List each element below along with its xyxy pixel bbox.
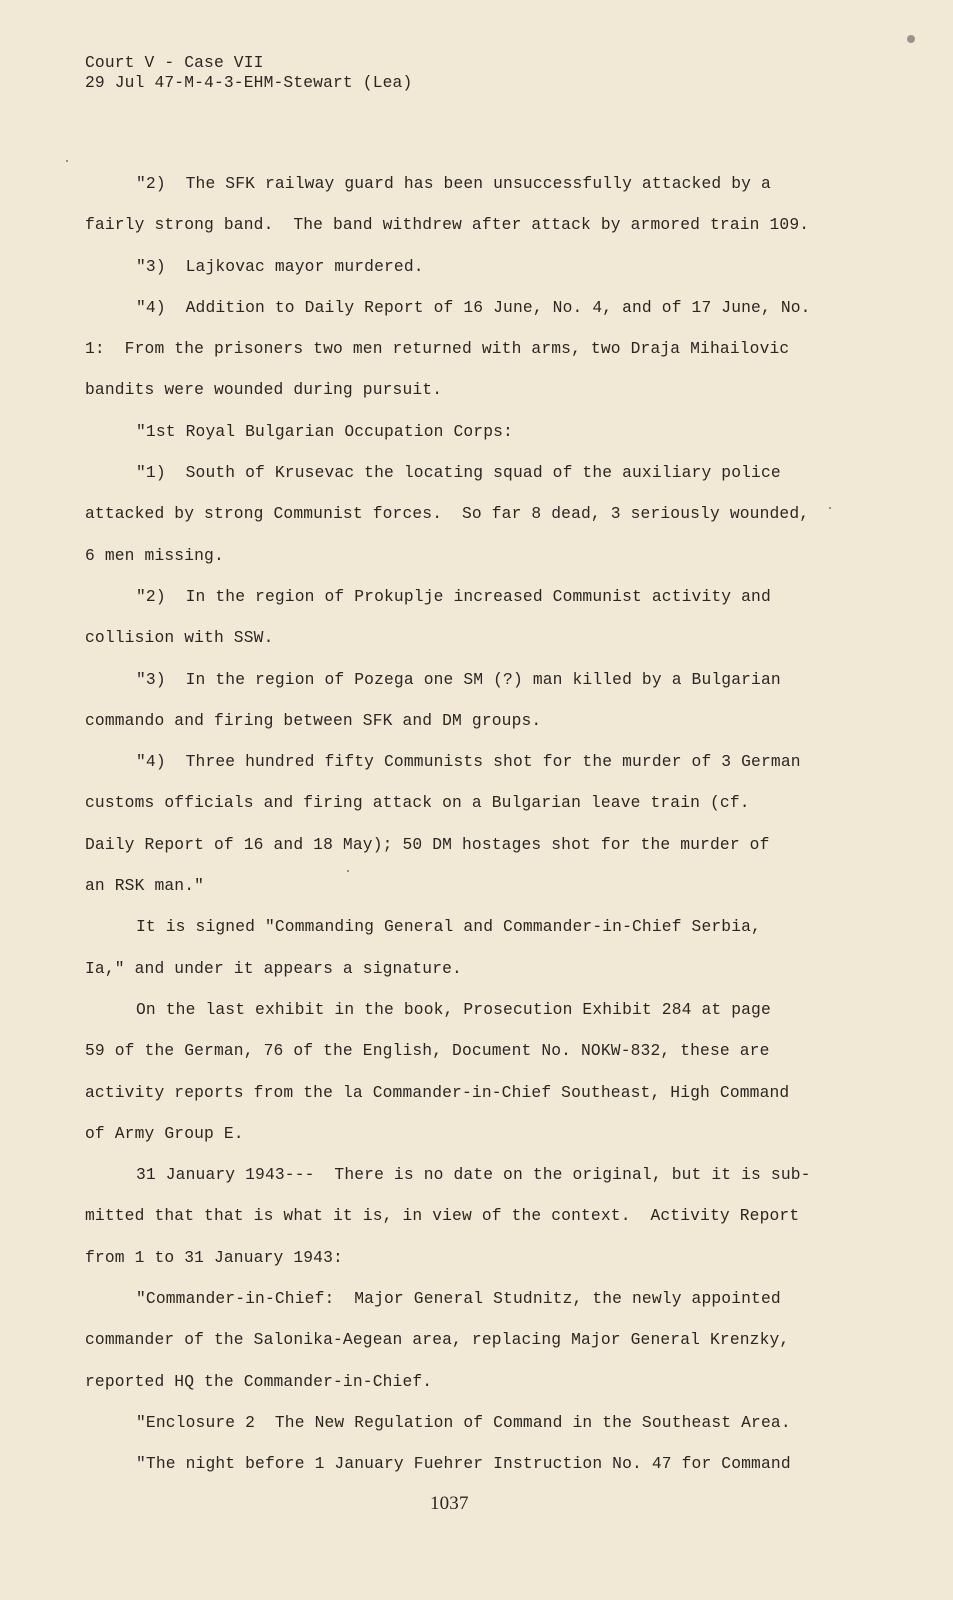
paper-speck <box>66 160 68 162</box>
text-line: from 1 to 31 January 1943: <box>85 1247 343 1267</box>
text-line: customs officials and firing attack on a Bulgarian leave train (cf. <box>85 793 750 813</box>
text-line: Daily Report of 16 and 18 May); 50 DM hostages shot for the murder of <box>85 834 770 854</box>
text-line: "1st Royal Bulgarian Occupation Corps: <box>136 421 513 441</box>
text-line: 6 men missing. <box>85 545 224 565</box>
text-line: On the last exhibit in the book, Prosecution Exhibit 284 at page <box>136 999 771 1019</box>
transcript-body <box>85 163 847 1485</box>
text-line: an RSK man." <box>85 876 205 896</box>
text-line: attacked by strong Communist forces. So far 8 dead, 3 seriously wounded, <box>85 504 810 524</box>
text-line: "Commander-in-Chief: Major General Studnitz, the newly appointed <box>136 1289 781 1309</box>
court-case-line: Court V - Case VII <box>85 53 264 72</box>
text-line: collision with SSW. <box>85 628 274 648</box>
punch-hole-mark <box>907 35 915 43</box>
text-line: activity reports from the la Commander-in-Chief Southeast, High Command <box>85 1082 790 1102</box>
text-line: commander of the Salonika-Aegean area, replacing Major General Krenzky, <box>85 1330 790 1350</box>
text-line: 31 January 1943--- There is no date on the original, but it is sub- <box>136 1165 811 1185</box>
text-line: 1: From the prisoners two men returned with arms, two Draja Mihailovic <box>85 339 790 359</box>
text-line: "2) The SFK railway guard has been unsuccessfully attacked by a <box>136 174 771 193</box>
text-line: mitted that that is what it is, in view of the context. Activity Report <box>85 1206 800 1226</box>
text-line: It is signed "Commanding General and Commander-in-Chief Serbia, <box>136 917 761 937</box>
case-header <box>85 53 412 93</box>
text-line: "4) Addition to Daily Report of 16 June, No. 4, and of 17 June, No. <box>136 297 811 317</box>
text-line: commando and firing between SFK and DM groups. <box>85 710 542 730</box>
text-line: "1) South of Krusevac the locating squad of the auxiliary police <box>136 463 781 483</box>
text-line: fairly strong band. The band withdrew after attack by armored train 109. <box>85 215 810 235</box>
text-line: 59 of the German, 76 of the English, Document No. NOKW-832, these are <box>85 1041 770 1061</box>
text-line: "The night before 1 January Fuehrer Instruction No. 47 for Command <box>136 1454 791 1474</box>
text-line: bandits were wounded during pursuit. <box>85 380 443 400</box>
text-line: "2) In the region of Prokuplje increased Communist activity and <box>136 586 771 606</box>
text-line: "4) Three hundred fifty Communists shot for the murder of 3 German <box>136 752 801 772</box>
text-line: "Enclosure 2 The New Regulation of Command in the Southeast Area. <box>136 1412 791 1432</box>
text-line: Ia," and under it appears a signature. <box>85 958 462 978</box>
page-number: 1037 <box>430 1493 469 1514</box>
text-line: reported HQ the Commander-in-Chief. <box>85 1371 433 1391</box>
text-line: of Army Group E. <box>85 1123 244 1143</box>
text-line: "3) Lajkovac mayor murdered. <box>136 256 424 276</box>
text-line: "3) In the region of Pozega one SM (?) man killed by a Bulgarian <box>136 669 781 689</box>
session-id-line: 29 Jul 47-M-4-3-EHM-Stewart (Lea) <box>85 73 413 92</box>
